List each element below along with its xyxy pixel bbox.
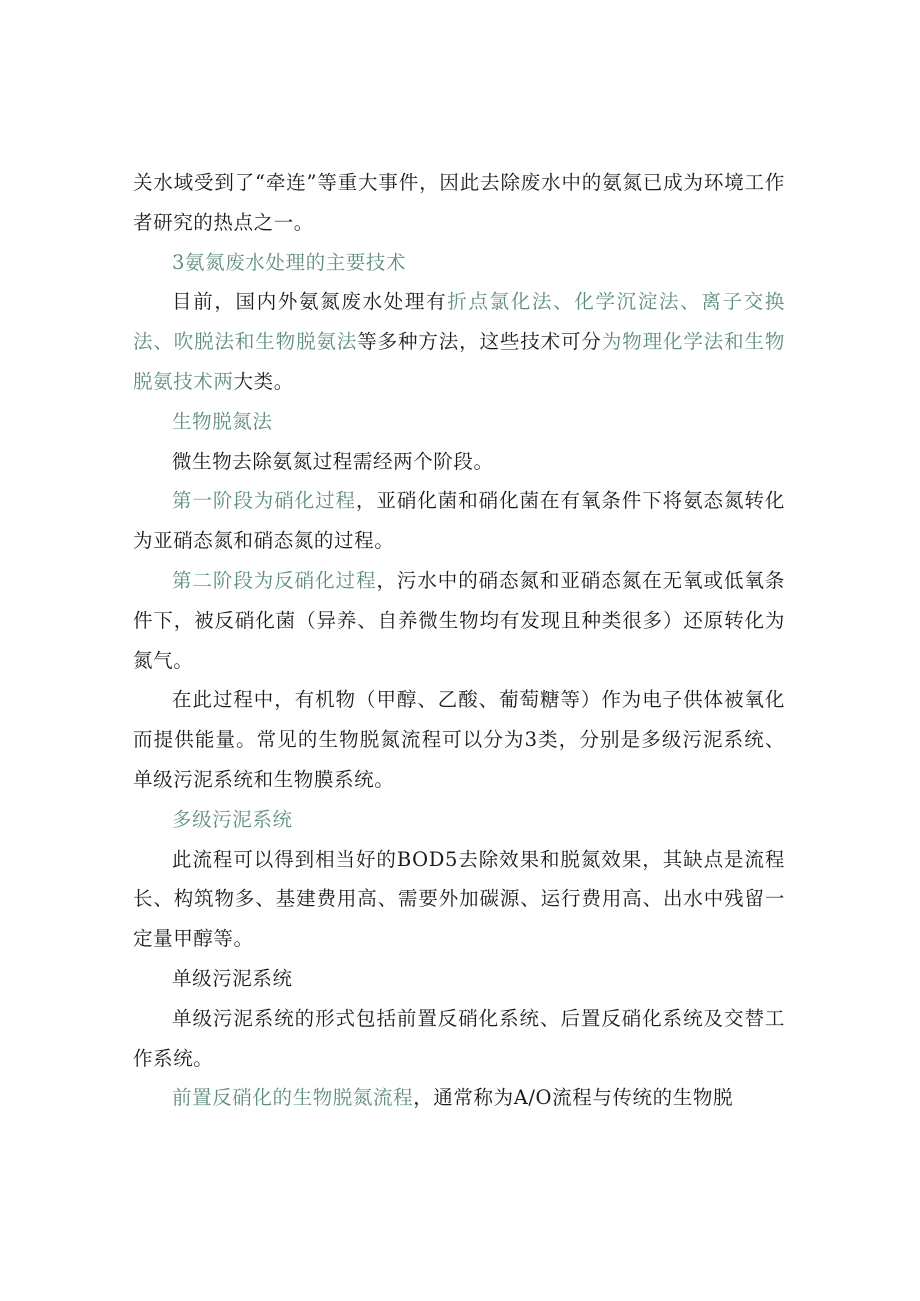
highlighted-pre-denitrification: 前置反硝化的生物脱氮流程: [172, 1086, 414, 1110]
highlighted-categories: 为物理化学法和生物脱氨技术两: [133, 330, 785, 393]
document-body: [133, 163, 785, 1118]
text-segment: ，污水中的硝态氮和亚硝态氮在无氧或低氧条件下，被反硝化菌（异养、自养微生物均有发现且种类很多）还原转化为氮气。: [133, 568, 785, 672]
subheading-multi-sludge: 多级污泥系统: [172, 807, 293, 831]
paragraph-single-sludge: 单级污泥系统的形式包括前置反硝化系统、后置反硝化系统及交替工作系统。: [133, 1006, 785, 1070]
paragraph-continuation: 关水域受到了“牵连”等重大事件，因此去除废水中的氨氮已成为环境工作者研究的热点之一。: [133, 171, 785, 234]
text-segment: 目前，国内外氨氮废水处理有: [172, 290, 448, 314]
highlighted-stage-one: 第一阶段为硝化过程: [172, 489, 356, 513]
text-segment: ，亚硝化菌和硝化菌在有氧条件下将氨态氮转化为亚硝态氮和硝态氮的过程。: [133, 489, 785, 553]
paragraph-process-types: 在此过程中，有机物（甲醇、乙酸、葡萄糖等）作为电子供体被氧化而提供能量。常见的生物脱氮流程可以分为3类，分别是多级污泥系统、单级污泥系统和生物膜系统。: [133, 688, 785, 791]
highlighted-methods: 折点氯化法、化学沉淀法、离子交换法、吹脱法和生物脱氨法: [133, 290, 785, 354]
paragraph-pre-denitrification: [133, 1078, 785, 1118]
section-heading-main-techniques: 3氨氮废水处理的主要技术: [172, 250, 407, 274]
paragraph-nitrification: [133, 481, 785, 561]
paragraph-denitrification: [133, 561, 785, 680]
text-segment: 大类。: [233, 369, 294, 393]
text-segment: 等多种方法，这些技术可分: [357, 330, 602, 354]
subheading-single-sludge: 单级污泥系统: [172, 966, 293, 990]
paragraph-multi-sludge: 此流程可以得到相当好的BOD5去除效果和脱氮效果，其缺点是流程长、构筑物多、基建费用高、需要外加碳源、运行费用高、出水中残留一定量甲醇等。: [133, 847, 785, 951]
text-segment: ，通常称为A/O流程与传统的生物脱: [413, 1086, 734, 1110]
paragraph-two-stages: 微生物去除氨氮过程需经两个阶段。: [172, 449, 494, 473]
paragraph-methods: [133, 282, 785, 401]
subheading-biological-denitrification: 生物脱氮法: [172, 409, 273, 433]
highlighted-stage-two: 第二阶段为反硝化过程: [172, 568, 377, 592]
